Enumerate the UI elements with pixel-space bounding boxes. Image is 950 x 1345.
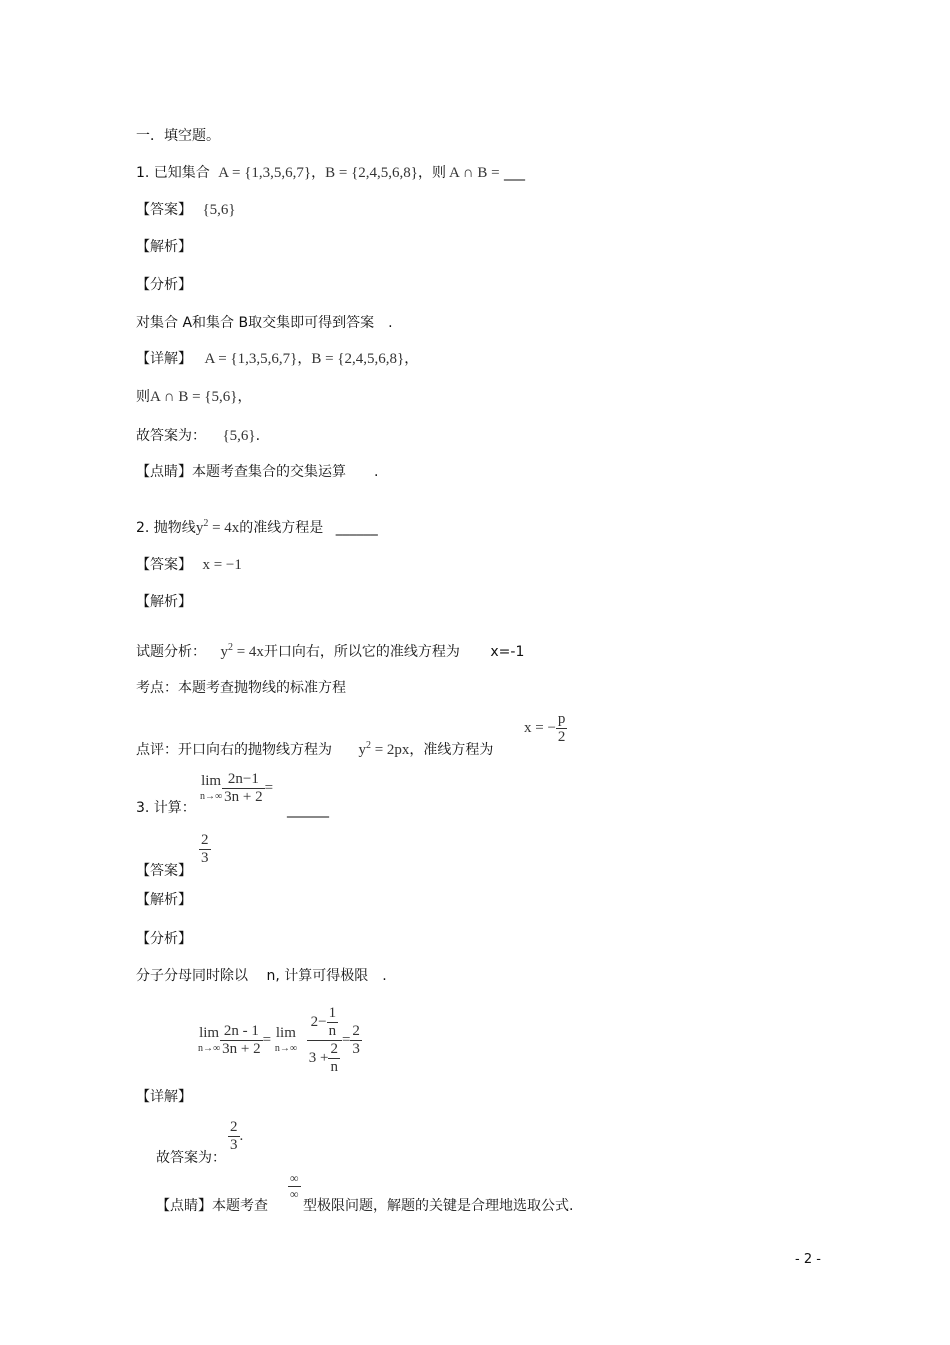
answer-label: 【答案】 (136, 863, 192, 879)
analysis-label: 【解析】 (136, 239, 192, 255)
intersection-expr: A ∩ B = (449, 165, 500, 181)
question-2 (136, 515, 378, 537)
detail-row (136, 350, 418, 368)
separator: ， (311, 165, 326, 181)
answer-label: 【答案】 (136, 202, 192, 218)
comment-prefix: 本题考查 (212, 1198, 268, 1214)
so-answer-row (136, 427, 260, 445)
answer-value: x = −1 (202, 557, 242, 573)
so-answer-end: . (255, 428, 261, 444)
intersection-result: A ∩ B = {5,6} (150, 389, 238, 405)
then-row (136, 388, 251, 406)
fenxi-label: 【分析】 (136, 277, 192, 293)
directrix-formula: x = − $\frac{p}{2}$ (524, 711, 566, 745)
comment-text: 本题考查集合的交集运算 . (192, 464, 379, 480)
section-title: 一．填空题。 (136, 128, 220, 144)
answer-row (136, 201, 236, 219)
set-b: B = {2,4,5,6,8} (325, 165, 419, 181)
answer-blank: ______ (287, 802, 329, 818)
detail-derivation: lim n→∞ $\frac{2n - 1}{3n + 2}$ = lim n→∞ 2− $\frac{1}{n}$ 3 + $\frac{2}{n}$ = $\frac{2}{3}$ (198, 1005, 360, 1075)
fenxi-text: 分子分母同时除以 n, 计算可得极限 . (136, 968, 387, 984)
question-2-suffix: 的准线方程是 (239, 520, 324, 536)
comment-label: 【点睛】 (136, 464, 192, 480)
question-3-prefix: 3. 计算： (136, 800, 196, 816)
then-prefix: 则 (136, 389, 150, 405)
fenxi-text: 对集合 A和集合 B取交集即可得到答案 . (136, 315, 393, 331)
set-a: A = {1,3,5,6,7} (218, 165, 312, 181)
detail-set-b: B = {2,4,5,6,8} (311, 351, 405, 367)
analysis-row (136, 639, 524, 661)
so-answer-prefix: 故答案为： (156, 1150, 226, 1166)
analysis-prefix: 试题分析： (136, 644, 206, 660)
limit-expression: lim n→∞ $\frac{2n-1}{3n + 2}$ = (200, 771, 274, 805)
kaodian-text: 考点：本题考查抛物线的标准方程 (136, 680, 346, 696)
question-1 (136, 164, 525, 182)
comment-row (136, 463, 378, 481)
answer-fraction: $\frac{2}{3}$ (201, 832, 209, 866)
fenxi-label: 【分析】 (136, 931, 192, 947)
question-2-prefix: 2. 抛物线 (136, 520, 196, 536)
parabola-equation: $y^2 = 4x$ (195, 518, 240, 536)
question-1-prefix: 1. 已知集合 (136, 165, 210, 181)
answer-blank: ___ (504, 165, 526, 181)
so-answer-row (156, 1149, 226, 1167)
detail-set-a: A = {1,3,5,6,7} (204, 351, 298, 367)
comment-row (156, 1197, 268, 1215)
answer-value: {5,6} (202, 202, 236, 218)
separator: ， (237, 389, 252, 405)
infinity-fraction: $\frac{\infty}{\infty}$ (290, 1171, 299, 1201)
question-1-then: ，则 (418, 165, 447, 181)
analysis-label: 【解析】 (136, 594, 192, 610)
comment-suffix: 型极限问题，解题的关键是合理地选取公式. (303, 1198, 574, 1214)
pingping-equation: $y^2 = 2px$ (358, 740, 410, 758)
pingping-row (136, 737, 493, 759)
pingping-mid: ，准线方程为 (409, 742, 494, 758)
so-answer-value: {5,6} (222, 428, 256, 444)
so-answer-prefix: 故答案为： (136, 428, 206, 444)
so-answer-fraction: $\frac{2}{3}$ . (230, 1119, 244, 1153)
answer-label: 【答案】 (136, 557, 192, 573)
comment-label: 【点睛】 (156, 1198, 212, 1214)
analysis-equation: $y^2 = 4x$ (220, 642, 264, 660)
page-number: - 2 - (795, 1252, 821, 1267)
answer-row (136, 556, 242, 574)
separator: ， (404, 351, 419, 367)
analysis-suffix: 开口向右，所以它的准线方程为 (263, 644, 460, 660)
separator: ， (297, 351, 312, 367)
analysis-result: x=-1 (490, 644, 525, 660)
answer-blank: ______ (335, 520, 378, 536)
detail-label: 【详解】 (136, 351, 192, 367)
analysis-label: 【解析】 (136, 892, 192, 908)
detail-label: 【详解】 (136, 1089, 192, 1105)
pingping-prefix: 点评：开口向右的抛物线方程为 (136, 742, 332, 758)
